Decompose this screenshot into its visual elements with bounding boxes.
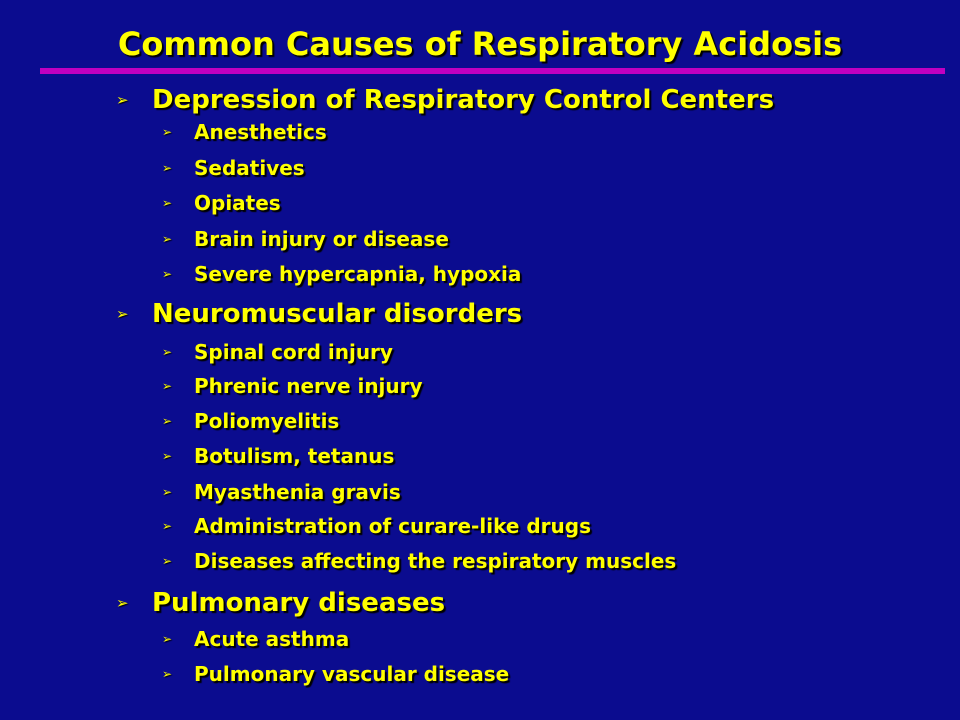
item-label: Anesthetics [194,120,327,144]
arrow-bullet-icon: ➢ [162,485,173,499]
item-label: Administration of curare-like drugs [194,514,591,538]
item-label: Myasthenia gravis [194,480,401,504]
list-item [162,406,339,436]
list-item [162,224,449,254]
arrow-bullet-icon: ➢ [116,91,129,109]
list-item [162,117,327,147]
arrow-bullet-icon: ➢ [162,267,173,281]
arrow-bullet-icon: ➢ [116,594,129,612]
arrow-bullet-icon: ➢ [162,196,173,210]
arrow-bullet-icon: ➢ [162,449,173,463]
arrow-bullet-icon: ➢ [162,414,173,428]
arrow-bullet-icon: ➢ [162,345,173,359]
group-label: Neuromuscular disorders [152,299,523,329]
item-label: Brain injury or disease [194,227,449,251]
item-label: Phrenic nerve injury [194,374,423,398]
list-item [162,371,423,401]
list-item-group [116,296,522,332]
list-item [162,188,281,218]
group-label: Depression of Respiratory Control Centers [152,85,775,115]
item-label: Opiates [194,191,281,215]
list-item [162,153,305,183]
arrow-bullet-icon: ➢ [162,161,173,175]
list-item [162,546,676,576]
list-item [162,259,521,289]
list-item [162,624,349,654]
list-item [162,441,394,471]
item-label: Sedatives [194,156,305,180]
item-label: Pulmonary vascular disease [194,662,510,686]
arrow-bullet-icon: ➢ [162,379,173,393]
arrow-bullet-icon: ➢ [116,305,129,323]
arrow-bullet-icon: ➢ [162,232,173,246]
arrow-bullet-icon: ➢ [162,519,173,533]
arrow-bullet-icon: ➢ [162,632,173,646]
list-item-group [116,585,445,621]
list-item [162,337,393,367]
item-label: Severe hypercapnia, hypoxia [194,262,522,286]
item-label: Poliomyelitis [194,409,340,433]
list-item [162,511,591,541]
arrow-bullet-icon: ➢ [162,667,173,681]
item-label: Spinal cord injury [194,340,393,364]
list-item [162,477,401,507]
arrow-bullet-icon: ➢ [162,554,173,568]
list-item-group [116,82,774,118]
arrow-bullet-icon: ➢ [162,125,173,139]
item-label: Botulism, tetanus [194,444,395,468]
item-label: Acute asthma [194,627,350,651]
slide-title: Common Causes of Respiratory Acidosis [117,25,843,63]
item-label: Diseases affecting the respiratory muscles [194,549,677,573]
group-label: Pulmonary diseases [152,588,446,618]
list-item [162,659,509,689]
